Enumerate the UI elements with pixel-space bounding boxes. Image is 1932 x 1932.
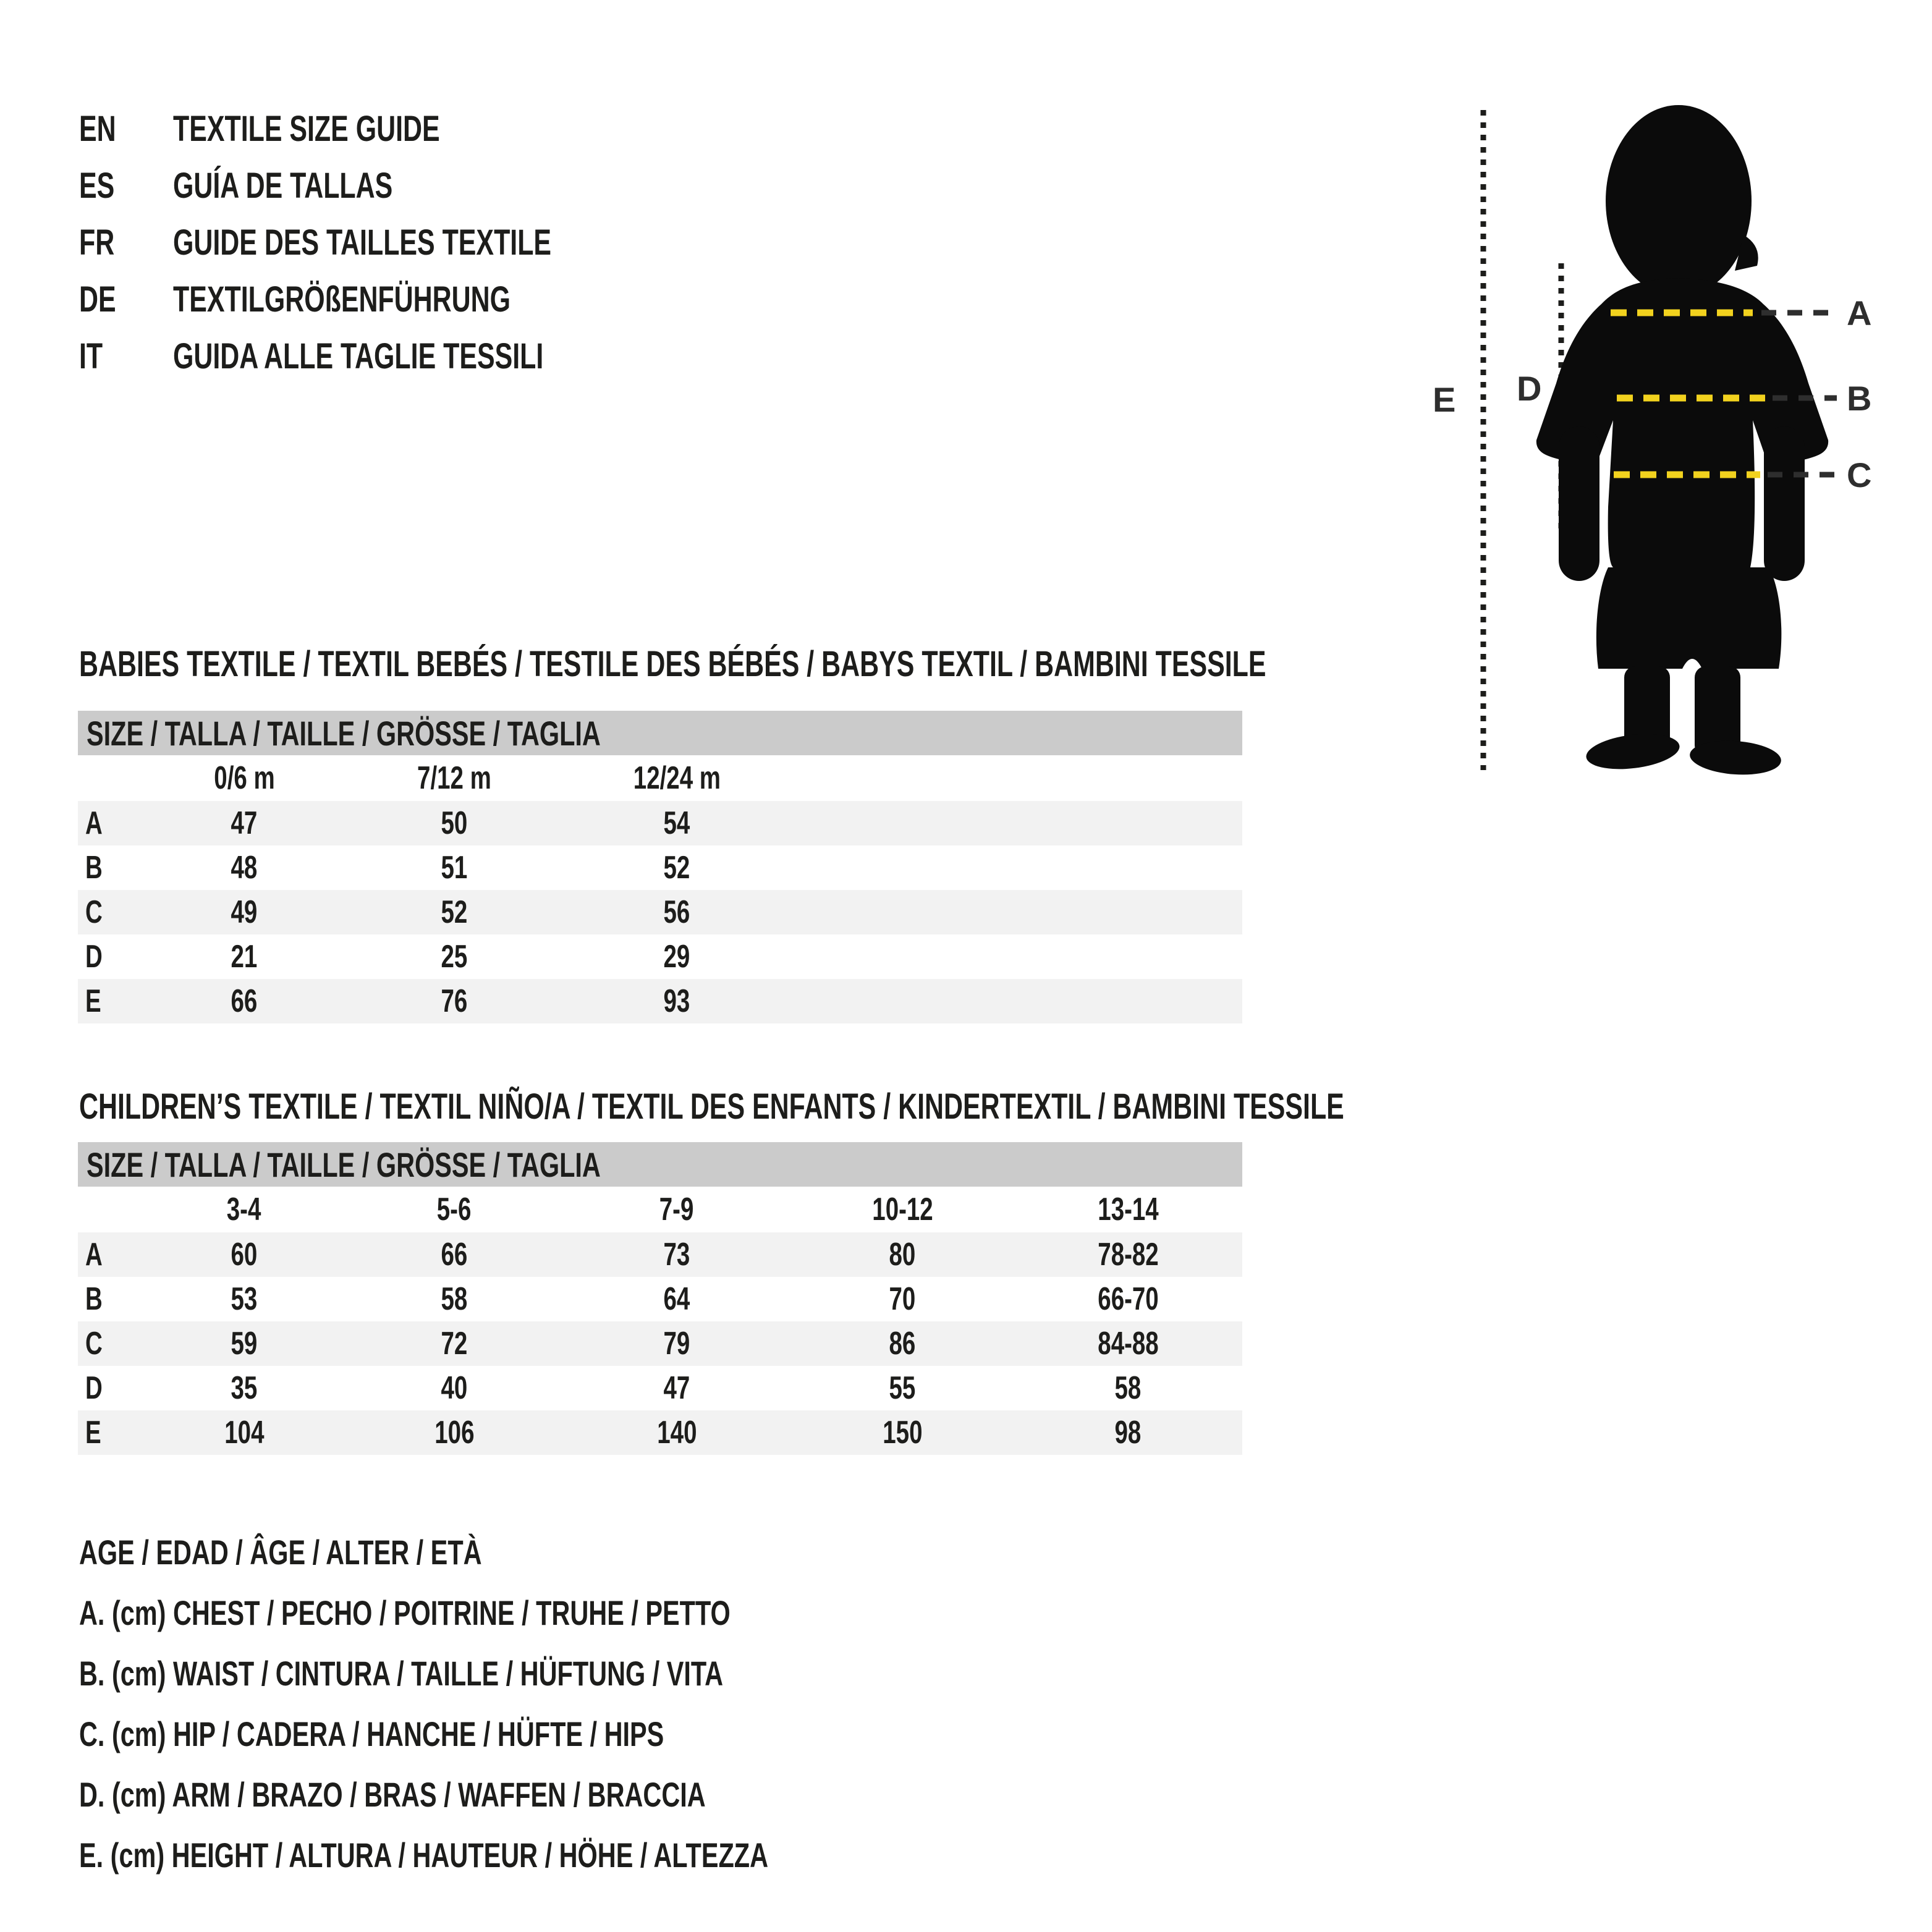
lang-code: FR	[79, 222, 115, 263]
cell: 72	[441, 1326, 468, 1362]
children-section-title-text: CHILDREN’S TEXTILE / TEXTIL NIÑO/A / TEXTIL DES ENFANTS / KINDERTEXTIL / BAMBINI TESSILE	[79, 1086, 1344, 1127]
cell: 150	[882, 1415, 923, 1451]
guide-title-en: TEXTILE SIZE GUIDE	[173, 108, 440, 149]
cell: 80	[889, 1237, 916, 1273]
cell: 47	[231, 805, 258, 841]
lang-code: EN	[79, 108, 116, 149]
row-label: A	[85, 1237, 103, 1273]
cell: 66	[441, 1237, 468, 1273]
cell: 58	[441, 1281, 468, 1317]
cell: 140	[656, 1415, 697, 1451]
guide-title-de: TEXTILGRÖßENFÜHRUNG	[173, 279, 511, 320]
legend-chest: A. (cm) CHEST / PECHO / POITRINE / TRUHE / PETTO	[79, 1593, 731, 1632]
cell: 70	[889, 1281, 916, 1317]
legend-hip: C. (cm) HIP / CADERA / HANCHE / HÜFTE / HIPS	[79, 1714, 664, 1753]
cell: 52	[441, 894, 468, 930]
cell: 53	[231, 1281, 258, 1317]
cell: 52	[663, 850, 690, 886]
legend-arm: D. (cm) ARM / BRAZO / BRAS / WAFFEN / BRACCIA	[79, 1774, 706, 1814]
cell: 64	[663, 1281, 690, 1317]
table-row	[78, 845, 1242, 890]
lang-code: DE	[79, 279, 116, 320]
babies-column-header-row	[78, 755, 1242, 801]
children-size-header-bar	[78, 1142, 1242, 1187]
cell: 104	[224, 1415, 265, 1451]
cell: 51	[441, 850, 468, 886]
column-header: 12/24 m	[633, 760, 721, 796]
cell: 40	[441, 1370, 468, 1406]
table-row	[78, 934, 1242, 979]
silhouette-left-forearm	[1559, 426, 1599, 581]
guide-title-fr: GUIDE DES TAILLES TEXTILE	[173, 222, 552, 263]
lang-row-it	[79, 328, 684, 384]
babies-section-title	[79, 642, 1683, 686]
legend-age: AGE / EDAD / ÂGE / ALTER / ETÀ	[79, 1532, 482, 1572]
measurement-legend	[79, 1522, 1010, 1885]
column-header: 10-12	[871, 1192, 933, 1227]
legend-waist: B. (cm) WAIST / CINTURA / TAILLE / HÜFTUNG / VITA	[79, 1653, 724, 1693]
guide-title-es: GUÍA DE TALLAS	[173, 165, 393, 206]
column-header: 7/12 m	[417, 760, 491, 796]
column-header: 0/6 m	[213, 760, 275, 796]
lang-row-fr	[79, 214, 684, 271]
column-header: 3-4	[227, 1192, 261, 1227]
cell: 48	[231, 850, 258, 886]
row-label: E	[85, 1415, 101, 1451]
babies-table	[78, 755, 1242, 1023]
cell: 55	[889, 1370, 916, 1406]
figure-label-e: E	[1433, 380, 1456, 419]
table-row	[78, 890, 1242, 934]
children-column-header-row	[78, 1187, 1242, 1232]
row-label: D	[85, 939, 103, 975]
guide-title-it: GUIDA ALLE TAGLIE TESSILI	[173, 336, 544, 376]
row-label: C	[85, 1326, 103, 1362]
figure-label-b: B	[1847, 379, 1872, 418]
row-label: B	[85, 850, 103, 886]
cell: 73	[663, 1237, 690, 1273]
babies-size-header-bar	[78, 711, 1242, 755]
babies-size-header-text: SIZE / TALLA / TAILLE / GRÖSSE / TAGLIA	[87, 713, 601, 753]
cell: 59	[231, 1326, 258, 1362]
children-section-title	[79, 1084, 1789, 1129]
cell: 25	[441, 939, 468, 975]
cell: 93	[663, 983, 690, 1019]
cell: 79	[663, 1326, 690, 1362]
language-title-list	[79, 100, 684, 384]
cell: 66	[231, 983, 258, 1019]
column-header: 13-14	[1097, 1192, 1159, 1227]
figure-label-d: D	[1517, 369, 1542, 408]
lang-code: IT	[79, 336, 103, 376]
cell: 60	[231, 1237, 258, 1273]
cell: 58	[1114, 1370, 1142, 1406]
cell: 56	[663, 894, 690, 930]
row-label: D	[85, 1370, 103, 1406]
figure-label-a: A	[1847, 294, 1872, 333]
cell: 106	[434, 1415, 475, 1451]
row-label: A	[85, 805, 103, 841]
cell: 49	[231, 894, 258, 930]
cell: 66-70	[1097, 1281, 1159, 1317]
cell: 35	[231, 1370, 258, 1406]
silhouette-right-forearm	[1764, 426, 1805, 581]
table-row	[78, 801, 1242, 845]
row-label: E	[85, 983, 101, 1019]
cell: 78-82	[1097, 1237, 1159, 1273]
cell: 29	[663, 939, 690, 975]
cell: 98	[1114, 1415, 1142, 1451]
cell: 21	[231, 939, 258, 975]
lang-row-en	[79, 100, 684, 157]
cell: 76	[441, 983, 468, 1019]
cell: 50	[441, 805, 468, 841]
table-row	[78, 1277, 1242, 1321]
lang-code: ES	[79, 165, 115, 206]
babies-section-title-text: BABIES TEXTILE / TEXTIL BEBÉS / TESTILE DES BÉBÉS / BABYS TEXTIL / BAMBINI TESSILE	[79, 643, 1266, 684]
table-row	[78, 1321, 1242, 1366]
table-row	[78, 1410, 1242, 1455]
column-header: 7-9	[659, 1192, 694, 1227]
figure-label-c: C	[1847, 455, 1872, 494]
column-header: 5-6	[437, 1192, 472, 1227]
row-label: B	[85, 1281, 103, 1317]
row-label: C	[85, 894, 103, 930]
cell: 86	[889, 1326, 916, 1362]
cell: 54	[663, 805, 690, 841]
lang-row-de	[79, 271, 684, 328]
lang-row-es	[79, 157, 684, 214]
table-row	[78, 1232, 1242, 1277]
table-row	[78, 1366, 1242, 1410]
children-size-header-text: SIZE / TALLA / TAILLE / GRÖSSE / TAGLIA	[87, 1145, 601, 1184]
cell: 47	[663, 1370, 690, 1406]
legend-height: E. (cm) HEIGHT / ALTURA / HAUTEUR / HÖHE / ALTEZZA	[79, 1835, 769, 1875]
cell: 84-88	[1097, 1326, 1159, 1362]
table-row	[78, 979, 1242, 1023]
children-table	[78, 1187, 1242, 1455]
